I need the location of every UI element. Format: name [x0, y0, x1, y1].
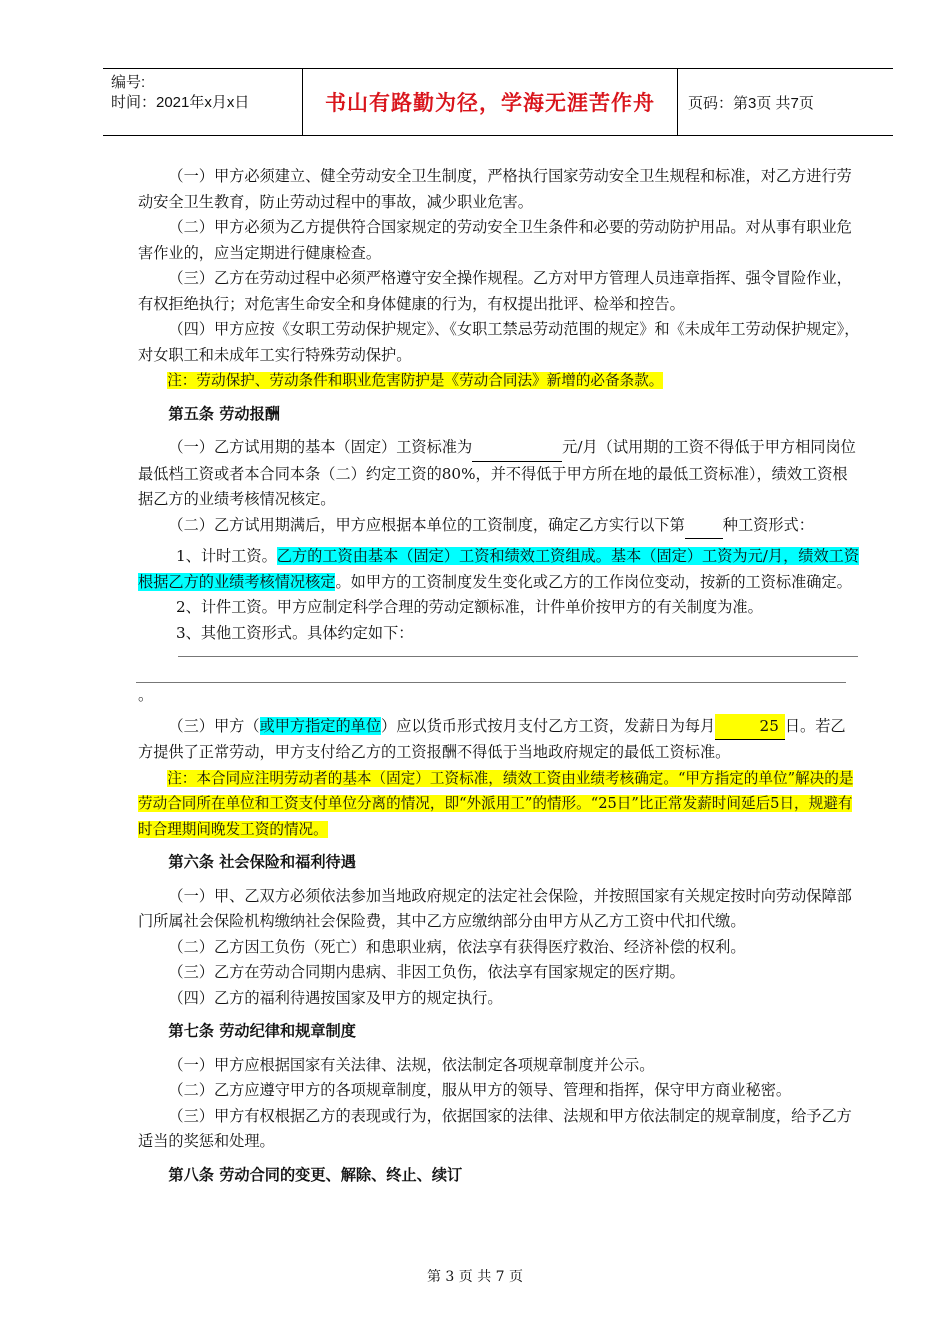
- paragraph: （三）乙方在劳动过程中必须严格遵守安全操作规程。乙方对甲方管理人员违章指挥、强令冒险作业，有权拒绝执行；对危害生命安全和身体健康的行为，有权提出批评、检举和控告。: [138, 269, 852, 313]
- note: [138, 766, 860, 843]
- article-heading: 第七条 劳动纪律和规章制度: [168, 1022, 356, 1040]
- text-run: （二）乙方试用期满后，甲方应根据本单位的工资制度，确定乙方实行以下第: [168, 515, 685, 534]
- paragraph: （二）甲方必须为乙方提供符合国家规定的劳动安全卫生条件和必要的劳动防护用品。对从事有职业危害作业的，应当定期进行健康检查。: [138, 218, 852, 262]
- highlighted-text: 元/月，绩效工资根据乙方的业绩考核情况核定: [138, 547, 860, 591]
- text-run: 1、计时工资。: [176, 547, 277, 565]
- article-heading: 第六条 社会保险和福利待遇: [168, 853, 356, 871]
- list-item: [138, 544, 860, 595]
- article-heading: 第五条 劳动报酬: [168, 404, 280, 423]
- page-header: [103, 68, 893, 136]
- text-run: （一）乙方试用期的基本（固定）工资标准为: [168, 438, 473, 456]
- highlighted-note: 注：本合同应注明劳动者的基本（固定）工资标准，绩效工资由业绩考核确定。“甲方指定的单位”解决的是劳动合同所在单位和工资支付单位分离的情况，即“外派用工”的情形。“25日”比正常发薪时间延后5日，规避有时合理期间晚发工资的情况。: [138, 769, 854, 838]
- text-run: 元/月（试用期的工资不得低于甲方相同岗位最低档工资或者本合同本条（二）约定工资的80%，并不得低于甲方所在地的最低工资标准），绩效工资根据乙方的业绩考核情况核定。: [138, 438, 856, 508]
- paragraph: （三）乙方在劳动合同期内患病、非因工负伤，依法享有国家规定的医疗期。: [168, 963, 685, 981]
- header-page: 页码：第3页 共7页: [688, 94, 814, 112]
- text-run: 种工资形式：: [722, 515, 814, 534]
- highlighted-text: 乙方的工资由基本（固定）工资和绩效工资组成。基本（固定）工资为: [276, 547, 748, 565]
- paragraph: （三）甲方有权根据乙方的表现或行为，依据国家的法律、法规和甲方依法制定的规章制度，给予乙方适当的奖惩和处理。: [138, 1106, 852, 1150]
- list-item: 3、其他工资形式。具体约定如下：: [176, 623, 414, 642]
- paragraph: （四）甲方应按《女职工劳动保护规定》、《女职工禁忌劳动范围的规定》和《未成年工劳动保护规定》，对女职工和未成年工实行特殊劳动保护。: [138, 320, 860, 364]
- paragraph: [138, 714, 860, 766]
- payday-field[interactable]: 25: [715, 714, 785, 741]
- paragraph: （二）乙方因工负伤（死亡）和患职业病，依法享有获得医疗救治、经济补偿的权利。: [168, 937, 746, 956]
- paragraph: （二）乙方应遵守甲方的各项规章制度，服从甲方的领导、管理和指挥，保守甲方商业秘密。: [168, 1081, 792, 1099]
- blank-field[interactable]: [685, 513, 723, 540]
- paragraph: [138, 513, 860, 540]
- line-end-period: 。: [138, 686, 154, 704]
- paragraph: （一）甲方必须建立、健全劳动安全卫生制度，严格执行国家劳动安全卫生规程和标准，对乙方进行劳动安全卫生教育，防止劳动过程中的事故，减少职业危害。: [138, 167, 852, 211]
- highlighted-text: 或甲方指定的单位: [259, 716, 382, 735]
- paragraph: [138, 435, 860, 513]
- article-heading: 第八条 劳动合同的变更、解除、终止、续订: [168, 1165, 463, 1184]
- text-run: （三）甲方（: [168, 716, 260, 735]
- highlighted-note: 注：劳动保护、劳动条件和职业危害防护是《劳动合同法》新增的必备条款。: [167, 372, 664, 389]
- list-item: 2、计件工资。甲方应制定科学合理的劳动定额标准，计件单价按甲方的有关制度为准。: [176, 598, 763, 616]
- paragraph: （一）甲方应根据国家有关法律、法规，依法制定各项规章制度并公示。: [168, 1055, 655, 1074]
- header-time: 时间：2021年x月x日: [111, 94, 250, 111]
- text-run: ）应以货币形式按月支付乙方工资，发薪日为每月: [381, 716, 716, 735]
- blank-field[interactable]: [472, 435, 562, 462]
- header-motto: 书山有路勤为径，学海无涯苦作舟: [303, 69, 678, 135]
- note: [138, 368, 860, 394]
- paragraph: （一）甲、乙双方必须依法参加当地政府规定的法定社会保险，并按照国家有关规定按时向劳动保障部门所属社会保险机构缴纳社会保险费，其中乙方应缴纳部分由甲方从乙方工资中代扣代缴。: [138, 886, 852, 930]
- header-number: 编号:: [111, 74, 146, 91]
- document-body: [138, 164, 860, 1188]
- text-run: 。如甲方的工资制度发生变化或乙方的工作岗位变动，按新的工资标准确定。: [335, 572, 852, 591]
- paragraph: （四）乙方的福利待遇按国家及甲方的规定执行。: [168, 988, 503, 1007]
- header-meta: [103, 69, 303, 135]
- text-run: 日。若乙方提供了正常劳动，甲方支付给乙方的工资报酬不得低于当地政府规定的最低工资标准。: [138, 716, 846, 761]
- page-footer: 第 3 页 共 7 页: [426, 1269, 524, 1285]
